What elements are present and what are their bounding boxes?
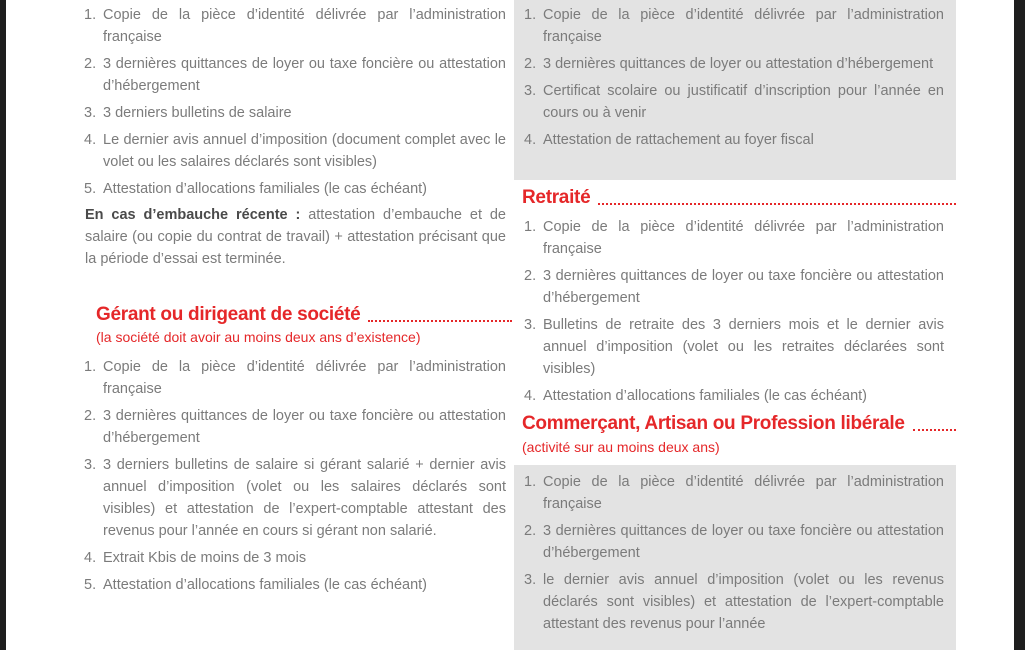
list-item [84,53,506,97]
heading-dotted-rule [368,320,512,322]
list-item-number: 1. [84,359,97,375]
list-item-text: 3 dernières quittances de loyer ou taxe foncière ou attestation d’hébergement [103,408,506,446]
list-item-number: 3. [84,457,97,473]
list-item-text: 3 dernières quittances de loyer ou taxe foncière ou attestation d’hébergement [543,268,944,306]
retraite-document-list [524,216,944,407]
list-item [524,4,944,48]
retraite-heading [522,187,956,209]
list-item-text: 3 dernières quittances de loyer ou taxe foncière ou attestation d’hébergement [543,523,944,561]
list-item [84,356,506,400]
commercant-note: (activité sur au moins deux ans) [522,439,720,455]
list-item-number: 4. [524,388,537,404]
list-item-number: 4. [524,132,537,148]
commercant-document-list [524,471,944,635]
list-item [524,520,944,564]
list-item-text: Copie de la pièce d’identité délivrée par l’administration française [103,7,506,45]
commercant-title: Commerçant, Artisan ou Profession libérale [522,413,905,434]
list-item-text: Le dernier avis annuel d’imposition (document complet avec le volet ou les salaires déclarés sont visibles) [103,132,506,170]
list-item-number: 4. [84,550,97,566]
list-item [524,265,944,309]
list-item-number: 3. [84,105,97,121]
left-document-list [84,4,506,200]
list-item-text: 3 dernières quittances de loyer ou attestation d’hébergement [543,56,934,72]
list-item-text: 3 derniers bulletins de salaire [103,105,292,121]
list-item-number: 2. [524,523,537,539]
list-item-number: 5. [84,181,97,197]
list-item-number: 2. [524,268,537,284]
list-item-text: Bulletins de retraite des 3 derniers mois et le dernier avis annuel d’imposition (volet ou les retraites déclarées sont visibles) [543,317,944,377]
commercant-box [514,465,956,650]
list-item-text: Attestation d’allocations familiales (le cas échéant) [103,181,427,197]
list-item-number: 3. [524,572,537,588]
list-item [524,471,944,515]
list-item [524,80,944,124]
list-item-number: 1. [524,474,537,490]
list-item-text: Copie de la pièce d’identité délivrée par l’administration française [543,219,944,257]
list-item-text: 3 derniers bulletins de salaire si gérant salarié + dernier avis annuel d’imposition (volet ou les salaires déclarés sont visibles) et attestation de l’expert-comptable attestant des revenus pour l’année en cours si gérant non salarié. [103,457,506,539]
list-item-text: Attestation d’allocations familiales (le cas échéant) [103,577,427,593]
list-item [84,102,506,124]
list-item [84,4,506,48]
list-item [84,547,506,569]
commercant-heading [522,413,956,435]
list-item-number: 2. [84,56,97,72]
gerant-heading [96,304,512,326]
list-item-number: 1. [524,219,537,235]
heading-dotted-rule [913,429,956,431]
embauche-note [84,204,506,270]
list-item-text: Attestation de rattachement au foyer fiscal [543,132,814,148]
right-column [514,0,956,650]
list-item-text: Copie de la pièce d’identité délivrée par l’administration française [543,7,944,45]
list-item-number: 1. [84,7,97,23]
list-item-number: 3. [524,317,537,333]
list-item [84,405,506,449]
left-column [84,0,506,601]
list-item-text: Copie de la pièce d’identité délivrée par l’administration française [543,474,944,512]
list-item-number: 1. [524,7,537,23]
list-item [524,216,944,260]
list-item [84,574,506,596]
student-document-list [524,4,944,151]
list-item-text: Copie de la pièce d’identité délivrée par l’administration française [103,359,506,397]
gerant-note: (la société doit avoir au moins deux ans d’existence) [96,329,421,345]
list-item [524,129,944,151]
list-item [84,454,506,542]
embauche-label: En cas d’embauche récente : [85,207,301,223]
list-item-number: 2. [524,56,537,72]
document-page [6,0,1014,650]
list-item-number: 4. [84,132,97,148]
list-item [84,129,506,173]
list-item-number: 2. [84,408,97,424]
retraite-title: Retraité [522,187,591,208]
list-item-text: Attestation d’allocations familiales (le cas échéant) [543,388,867,404]
student-box [514,0,956,180]
embauche-text: attestation d’embauche et de salaire (ou copie du contrat de travail) + attestation précisant que la période d’essai est terminée. [85,207,506,267]
list-item-text: le dernier avis annuel d’imposition (volet ou les revenus déclarés sont visibles) et attestation de l’expert-comptable attestant des revenus pour l’année [543,572,944,632]
list-item-number: 3. [524,83,537,99]
list-item-text: Extrait Kbis de moins de 3 mois [103,550,307,566]
list-item-text: Certificat scolaire ou justificatif d’inscription pour l’année en cours ou à venir [543,83,944,121]
heading-dotted-rule [598,203,956,205]
gerant-document-list [84,356,506,596]
list-item-text: 3 dernières quittances de loyer ou taxe foncière ou attestation d’hébergement [103,56,506,94]
list-item-number: 5. [84,577,97,593]
gerant-title: Gérant ou dirigeant de société [96,304,361,325]
list-item [84,178,506,200]
list-item [524,385,944,407]
list-item [524,314,944,380]
list-item [524,53,944,75]
list-item [524,569,944,635]
